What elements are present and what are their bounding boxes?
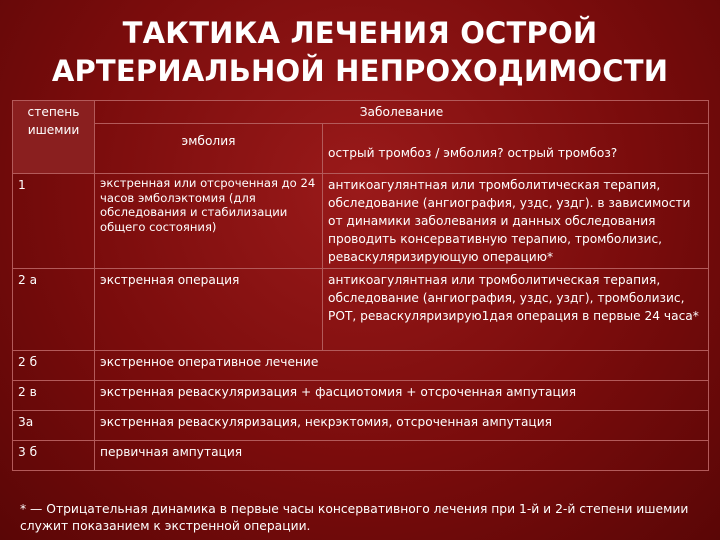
embolism-cell: экстренная или отсроченная до 24 часов эмболэктомия (для обследования и стабилизации общего состояния) bbox=[95, 174, 323, 269]
table-row bbox=[13, 269, 709, 351]
table-header-row bbox=[13, 101, 709, 124]
header-embolism: эмболия bbox=[95, 124, 323, 174]
header-disease: Заболевание bbox=[95, 101, 709, 124]
footnote: * — Отрицательная динамика в первые часы консервативного лечения при 1-й и 2-й степени ишемии служит показанием к экстренной операции. bbox=[20, 502, 689, 533]
thrombosis-cell: антикоагулянтная или тромболитическая терапия, обследование (ангиография, уздс, уздг). в зависимости от динамики заболевания и данных обследования проводить консервативную терапию, тромболизис, реваскуляризирующую операцию* bbox=[323, 174, 709, 269]
table-row bbox=[13, 174, 709, 269]
treatment-tactics-table bbox=[12, 100, 709, 471]
table-row bbox=[13, 381, 709, 411]
table-row bbox=[13, 351, 709, 381]
thrombosis-cell: антикоагулянтная или тромболитическая терапия, обследование (ангиография, уздс, уздг), тромболизис, РОТ, реваскуляризирую1дая операция в первые 24 часа* bbox=[323, 269, 709, 351]
header-ischemia-stage bbox=[13, 101, 95, 174]
combined-tactic-cell: экстренная реваскуляризация + фасциотомия + отсроченная ампутация bbox=[95, 381, 709, 411]
table-row bbox=[13, 441, 709, 471]
stage-cell: 2 б bbox=[13, 351, 95, 381]
slide-title bbox=[0, 14, 720, 90]
stage-cell: 1 bbox=[13, 174, 95, 269]
combined-tactic-cell: экстренное оперативное лечение bbox=[95, 351, 709, 381]
stage-cell: 2 а bbox=[13, 269, 95, 351]
stage-cell: 2 в bbox=[13, 381, 95, 411]
combined-tactic-cell: экстренная реваскуляризация, некрэктомия, отсроченная ампутация bbox=[95, 411, 709, 441]
stage-cell: 3 б bbox=[13, 441, 95, 471]
header-stage-line-1: степень bbox=[27, 105, 80, 119]
header-thrombosis: острый тромбоз / эмболия? острый тромбоз? bbox=[323, 124, 709, 174]
embolism-cell: экстренная операция bbox=[95, 269, 323, 351]
slide-title-line-1: ТАКТИКА ЛЕЧЕНИЯ ОСТРОЙ bbox=[122, 16, 598, 50]
table-subheader-row bbox=[13, 124, 709, 174]
table-row bbox=[13, 411, 709, 441]
slide-title-line-2: АРТЕРИАЛЬНОЙ НЕПРОХОДИМОСТИ bbox=[51, 54, 669, 88]
stage-cell: 3а bbox=[13, 411, 95, 441]
header-stage-line-2: ишемии bbox=[27, 123, 80, 137]
combined-tactic-cell: первичная ампутация bbox=[95, 441, 709, 471]
